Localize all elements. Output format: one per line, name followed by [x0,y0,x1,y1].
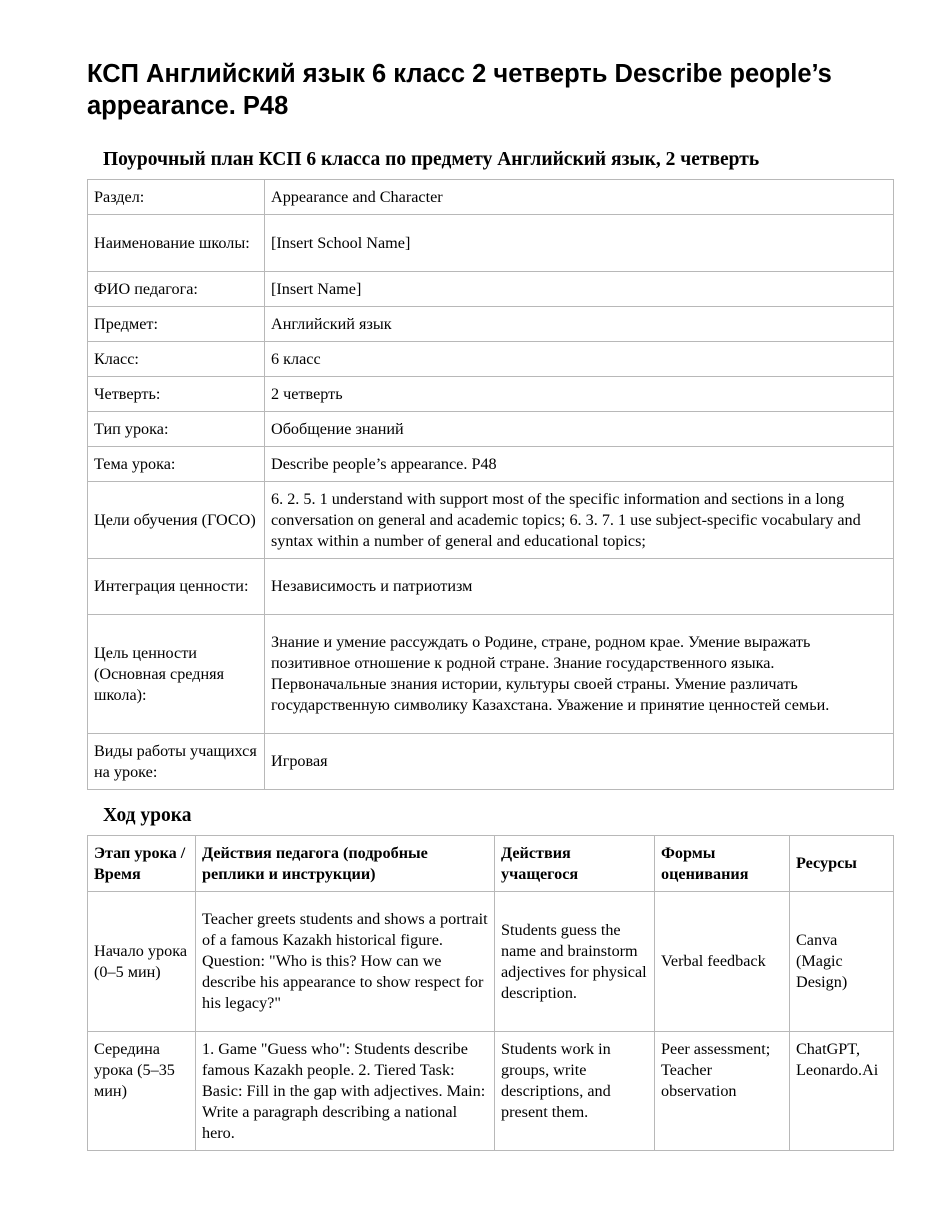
info-label: Раздел: [88,180,265,215]
info-row-school [88,215,894,272]
resources-cell: ChatGPT, Leonardo.Ai [790,1032,894,1151]
header-resources: Ресурсы [790,836,894,892]
header-teacher-actions: Действия педагога (подробные реплики и инструкции) [196,836,495,892]
info-value: 6. 2. 5. 1 understand with support most of the specific information and sections in a long conversation on general and academic topics; 6. 3. 7. 1 use subject-specific vocabulary and syntax within a number of general and educational topics; [265,482,894,559]
info-value: Describe people’s appearance. P48 [265,447,894,482]
plan-heading: Поурочный план КСП 6 класса по предмету Английский язык, 2 четверть [103,149,760,170]
info-row-value-integration [88,559,894,615]
info-label: Четверть: [88,377,265,412]
header-stage: Этап урока / Время [88,836,196,892]
assessment-cell: Verbal feedback [655,892,790,1032]
lesson-info-table [87,179,894,790]
info-value: 6 класс [265,342,894,377]
info-value: Знание и умение рассуждать о Родине, стране, родном крае. Умение выражать позитивное отношение к родной стране. Знание государственного языка. Первоначальные знания истории, культуры своей страны. Умение различать государственную символику Казахстана. Уважение и принятие ценностей семьи. [265,615,894,734]
info-label: Наименование школы: [88,215,265,272]
info-value: Appearance and Character [265,180,894,215]
info-label: Виды работы учащихся на уроке: [88,734,265,790]
assessment-cell: Peer assessment; Teacher observation [655,1032,790,1151]
info-value: Независимость и патриотизм [265,559,894,615]
info-value: Английский язык [265,307,894,342]
info-row-lesson-type [88,412,894,447]
info-row-section [88,180,894,215]
info-value: [Insert Name] [265,272,894,307]
info-row-value-goal [88,615,894,734]
info-label: Тема урока: [88,447,265,482]
info-value: 2 четверть [265,377,894,412]
header-assessment: Формы оценивания [655,836,790,892]
document-title: КСП Английский язык 6 класс 2 четверть Describe people’s appearance. P48 [87,60,832,120]
info-value: Обобщение знаний [265,412,894,447]
info-row-quarter [88,377,894,412]
lesson-course-table [87,835,894,1151]
info-label: Интеграция ценности: [88,559,265,615]
info-row-objectives [88,482,894,559]
course-heading: Ход урока [103,805,192,826]
info-label: Класс: [88,342,265,377]
info-label: Тип урока: [88,412,265,447]
info-row-grade [88,342,894,377]
info-label: Цель ценности (Основная средняя школа): [88,615,265,734]
course-header-row [88,836,894,892]
header-student-actions: Действия учащегося [495,836,655,892]
info-row-teacher [88,272,894,307]
info-row-work-types [88,734,894,790]
info-row-topic [88,447,894,482]
info-label: Цели обучения (ГОСО) [88,482,265,559]
student-cell: Students guess the name and brainstorm adjectives for physical description. [495,892,655,1032]
stage-cell: Начало урока (0–5 мин) [88,892,196,1032]
teacher-cell: 1. Game "Guess who": Students describe famous Kazakh people. 2. Tiered Task: Basic: Fill in the gap with adjectives. Main: Write a paragraph describing a national hero. [196,1032,495,1151]
resources-cell: Canva (Magic Design) [790,892,894,1032]
teacher-cell: Teacher greets students and shows a portrait of a famous Kazakh historical figure. Question: "Who is this? How can we describe his appearance to show respect for his legacy?" [196,892,495,1032]
info-value: [Insert School Name] [265,215,894,272]
info-label: ФИО педагога: [88,272,265,307]
info-row-subject [88,307,894,342]
info-value: Игровая [265,734,894,790]
info-label: Предмет: [88,307,265,342]
course-row-start [88,892,894,1032]
student-cell: Students work in groups, write descriptions, and present them. [495,1032,655,1151]
stage-cell: Середина урока (5–35 мин) [88,1032,196,1151]
course-row-middle [88,1032,894,1151]
